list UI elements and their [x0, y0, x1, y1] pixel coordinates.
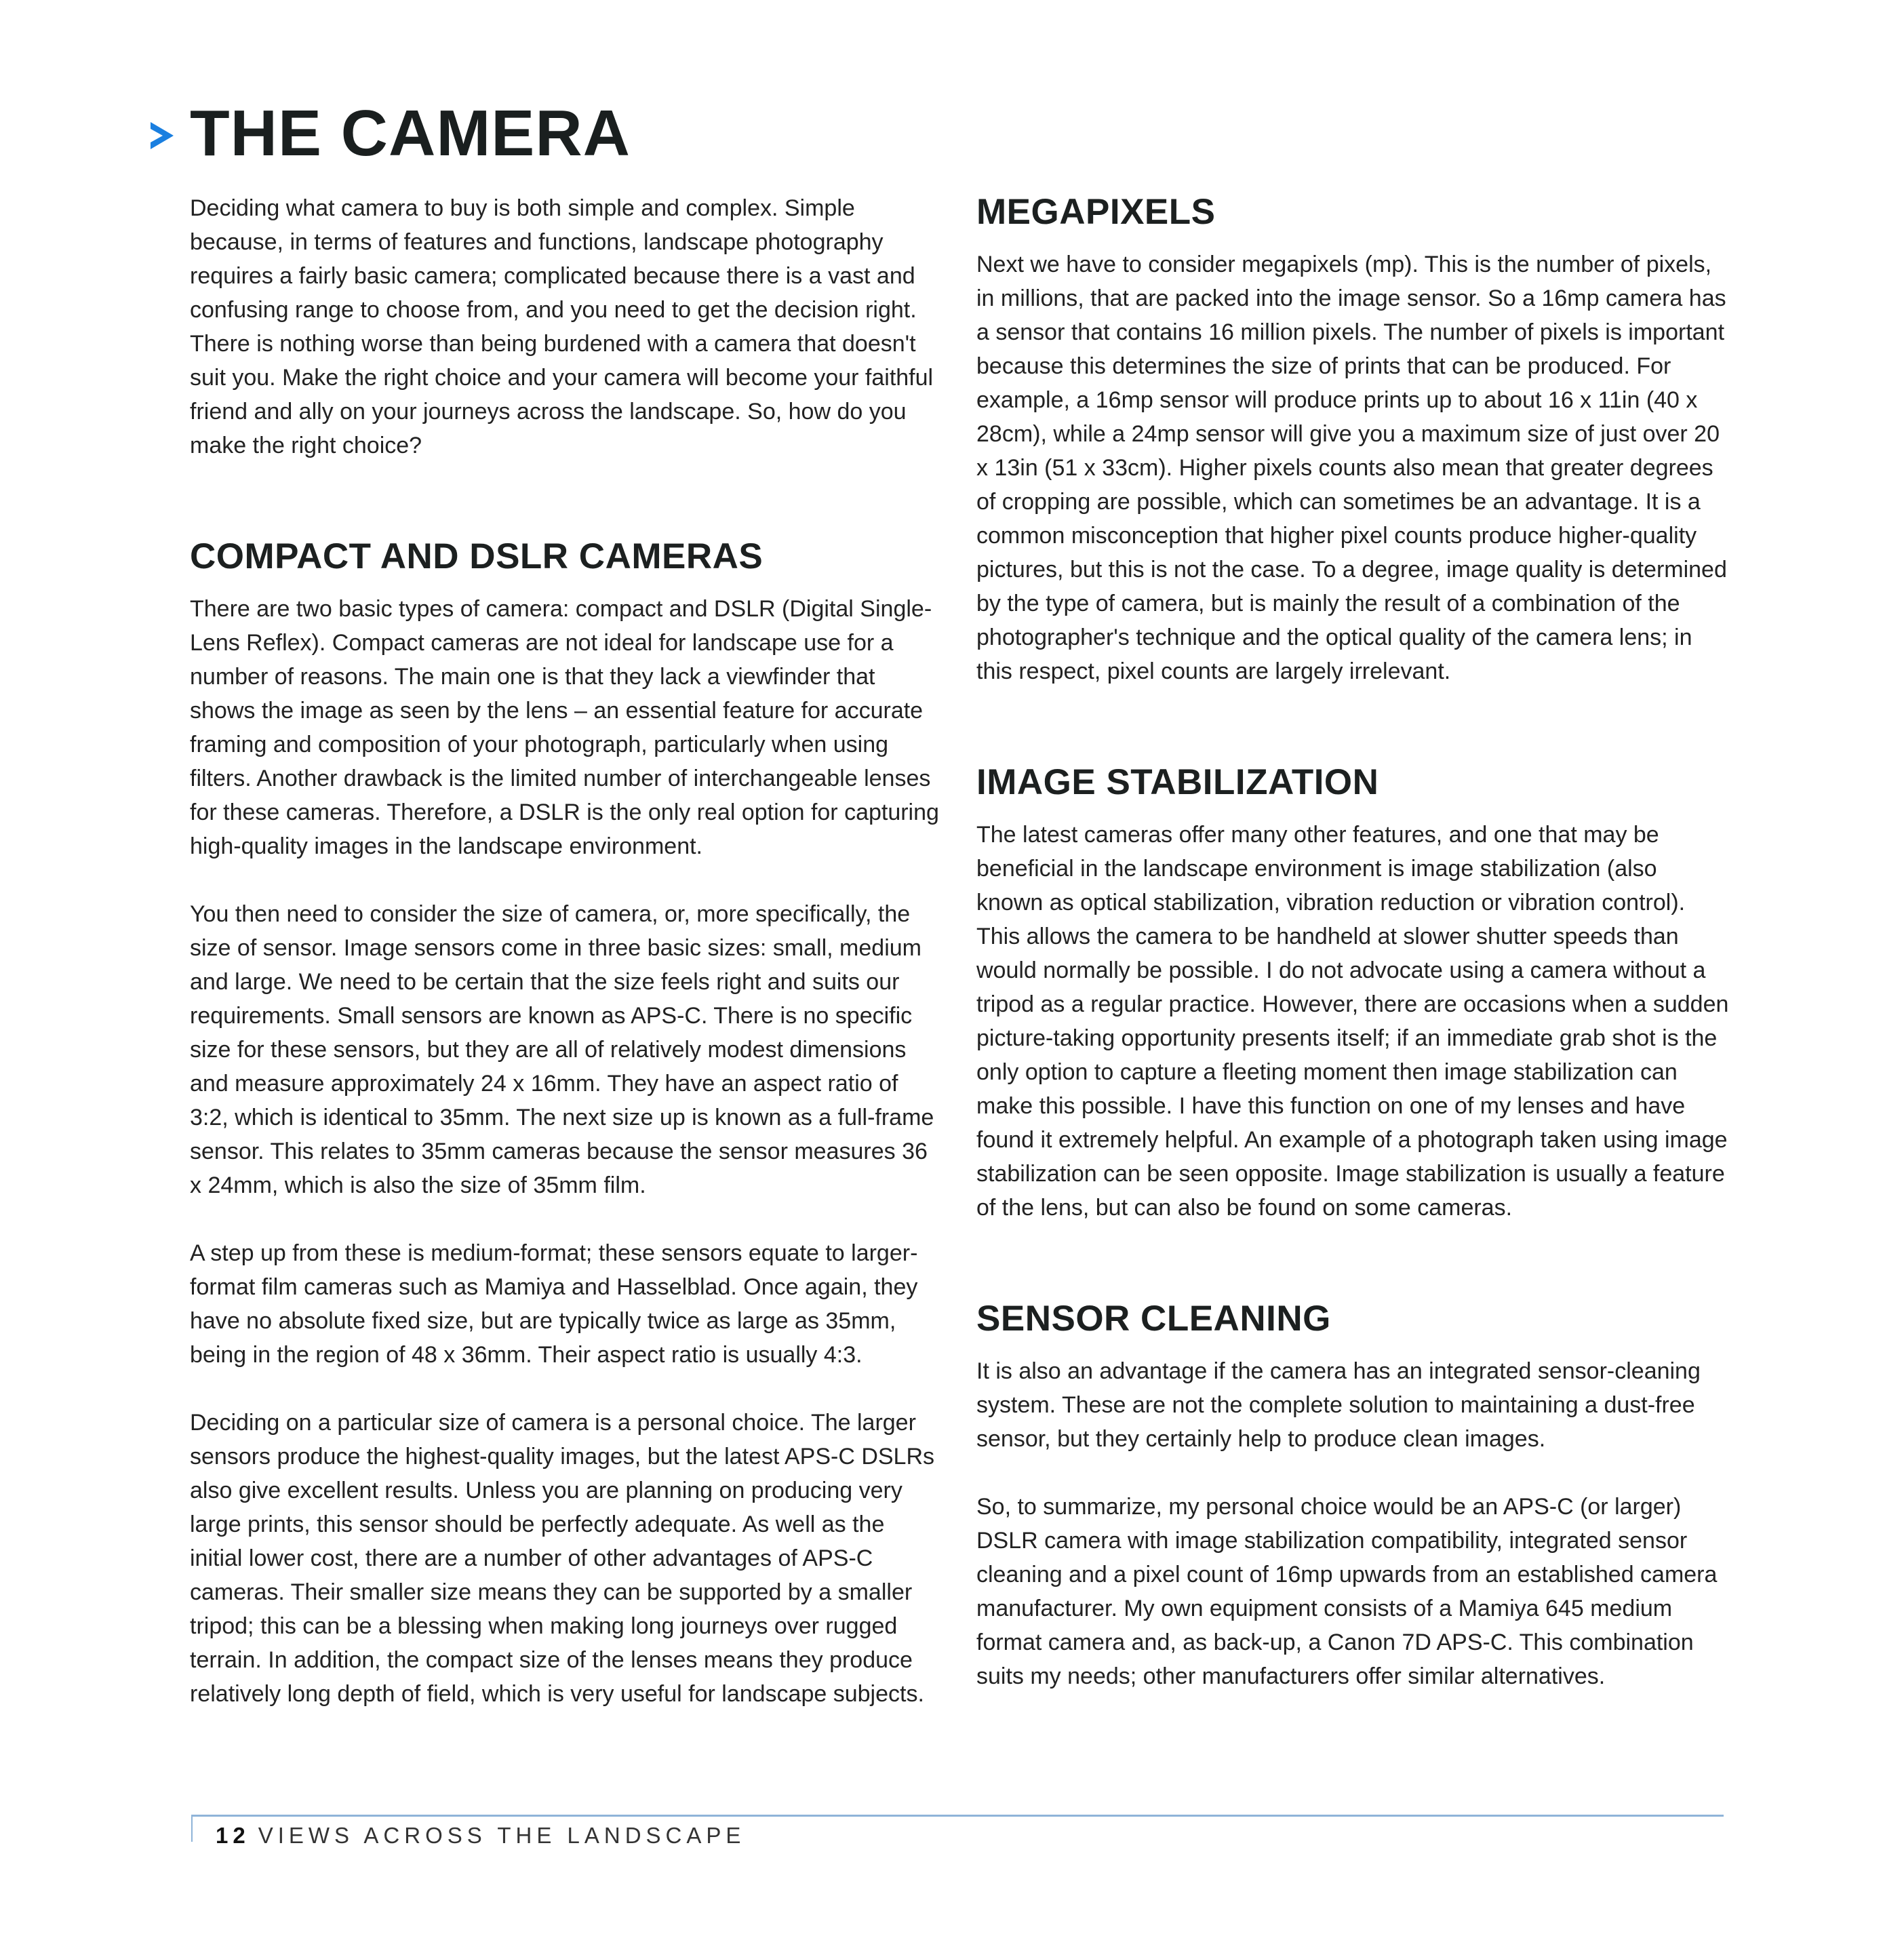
- body-paragraph: So, to summarize, my personal choice would be an APS-C (or larger) DSLR camera with image stabilization compatibility, integrated sensor cleaning and a pixel count of 16mp upwards from an established camera manufacturer. My own equipment consists of a Mamiya 645 medium format camera and, as back-up, a Canon 7D APS-C. This combination suits my needs; other manufacturers offer similar alternatives.: [976, 1494, 1718, 1689]
- body-paragraph: The latest cameras offer many other features, and one that may be beneficial in the landscape environment is image stabilization (also known as optical stabilization, vibration reduction or vibration control). This allows the camera to be handheld at slower shutter speeds than would normally be possible. I do not advocate using a camera without a tripod as a regular practice. However, there are occasions when a sudden picture-taking opportunity presents itself; if an immediate grab shot is the only option to capture a fleeting moment then image stabilization can make this possible. I have this function on one of my lenses and have found it extremely helpful. An example of a photograph taken using image stabilization can be seen opposite. Image stabilization is usually a feature of the lens, but can also be found on some cameras.: [976, 822, 1729, 1221]
- section-heading-stabilization: IMAGE STABILIZATION: [976, 762, 1379, 802]
- body-paragraph: Deciding on a particular size of camera is a personal choice. The larger sensors produce the highest-quality images, but the latest APS-C DSLRs also give excellent results. Unless you are planning on producing very large prints, this sensor should be perfectly adequate. As well as the initial lower cost, there are a number of other advantages of APS-C cameras. Their smaller size means they can be supported by a smaller tripod; this can be a blessing when making long journeys over rugged terrain. In addition, the compact size of the lenses means they produce relatively long depth of field, which is very useful for landscape subjects.: [190, 1410, 935, 1707]
- chevron-right-icon: [151, 122, 174, 149]
- body-paragraph: Next we have to consider megapixels (mp). This is the number of pixels, in millions, that are packed into the image sensor. So a 16mp camera has a sensor that contains 16 million pixels. The number of pixels is important because this determines the size of prints that can be produced. For example, a 16mp sensor will produce prints up to about 16 x 11in (40 x 28cm), while a 24mp sensor will give you a maximum size of just over 20 x 13in (51 x 33cm). Higher pixels counts also mean that greater degrees of cropping are possible, which can sometimes be an advantage. It is a common misconception that higher pixel counts produce higher-quality pictures, but this is not the case. To a degree, image quality is determined by the type of camera, but is mainly the result of a combination of the photographer's technique and the optical quality of the camera lens; in this respect, pixel counts are largely irrelevant.: [976, 252, 1727, 684]
- body-paragraph: You then need to consider the size of camera, or, more specifically, the size of sensor. Image sensors come in three basic sizes: small, medium and large. We need to be certain that the size feels right and suits our requirements. Small sensors are known as APS-C. There is no specific size for these sensors, but they are all of relatively modest dimensions and measure approximately 24 x 16mm. They have an aspect ratio of 3:2, which is identical to 35mm. The next size up is known as a full-frame sensor. This relates to 35mm cameras because the sensor measures 36 x 24mm, which is also the size of 35mm film.: [190, 901, 934, 1198]
- page-number: 12: [216, 1823, 250, 1848]
- body-paragraph: It is also an advantage if the camera has an integrated sensor-cleaning system. These are not the complete solution to maintaining a dust-free sensor, but they certainly help to produce clean images.: [976, 1358, 1701, 1452]
- section-heading-cleaning: SENSOR CLEANING: [976, 1299, 1331, 1339]
- intro-paragraph: Deciding what camera to buy is both simple and complex. Simple because, in terms of features and functions, landscape photography requires a fairly basic camera; complicated because there is a vast and confusing range to choose from, and you need to get the decision right. There is nothing worse than being burdened with a camera that doesn't suit you. Make the right choice and your camera will become your faithful friend and ally on your journeys across the landscape. So, how do you make the right choice?: [190, 195, 934, 458]
- section-heading-compact: COMPACT AND DSLR CAMERAS: [190, 536, 763, 576]
- body-paragraph: A step up from these is medium-format; these sensors equate to larger-format film cameras such as Mamiya and Hasselblad. Once again, they have no absolute fixed size, but are typically twice as large as 35mm, being in the region of 48 x 36mm. Their aspect ratio is usually 4:3.: [190, 1240, 918, 1368]
- page-title: THE CAMERA: [190, 97, 631, 170]
- right-column: [976, 191, 1729, 1727]
- page-footer: [216, 1823, 745, 1849]
- section-heading-megapixels: MEGAPIXELS: [976, 192, 1216, 232]
- book-title: VIEWS ACROSS THE LANDSCAPE: [258, 1823, 746, 1848]
- left-column: [190, 191, 943, 1745]
- footer-rule: [191, 1815, 1724, 1817]
- body-paragraph: There are two basic types of camera: compact and DSLR (Digital Single-Lens Reflex). Compact cameras are not ideal for landscape use for a number of reasons. The main one is that they lack a viewfinder that shows the image as seen by the lens – an essential feature for accurate framing and composition of your photograph, particularly when using filters. Another drawback is the limited number of interchangeable lenses for these cameras. Therefore, a DSLR is the only real option for capturing high-quality images in the landscape environment.: [190, 596, 939, 859]
- footer-rule-tick: [191, 1815, 193, 1842]
